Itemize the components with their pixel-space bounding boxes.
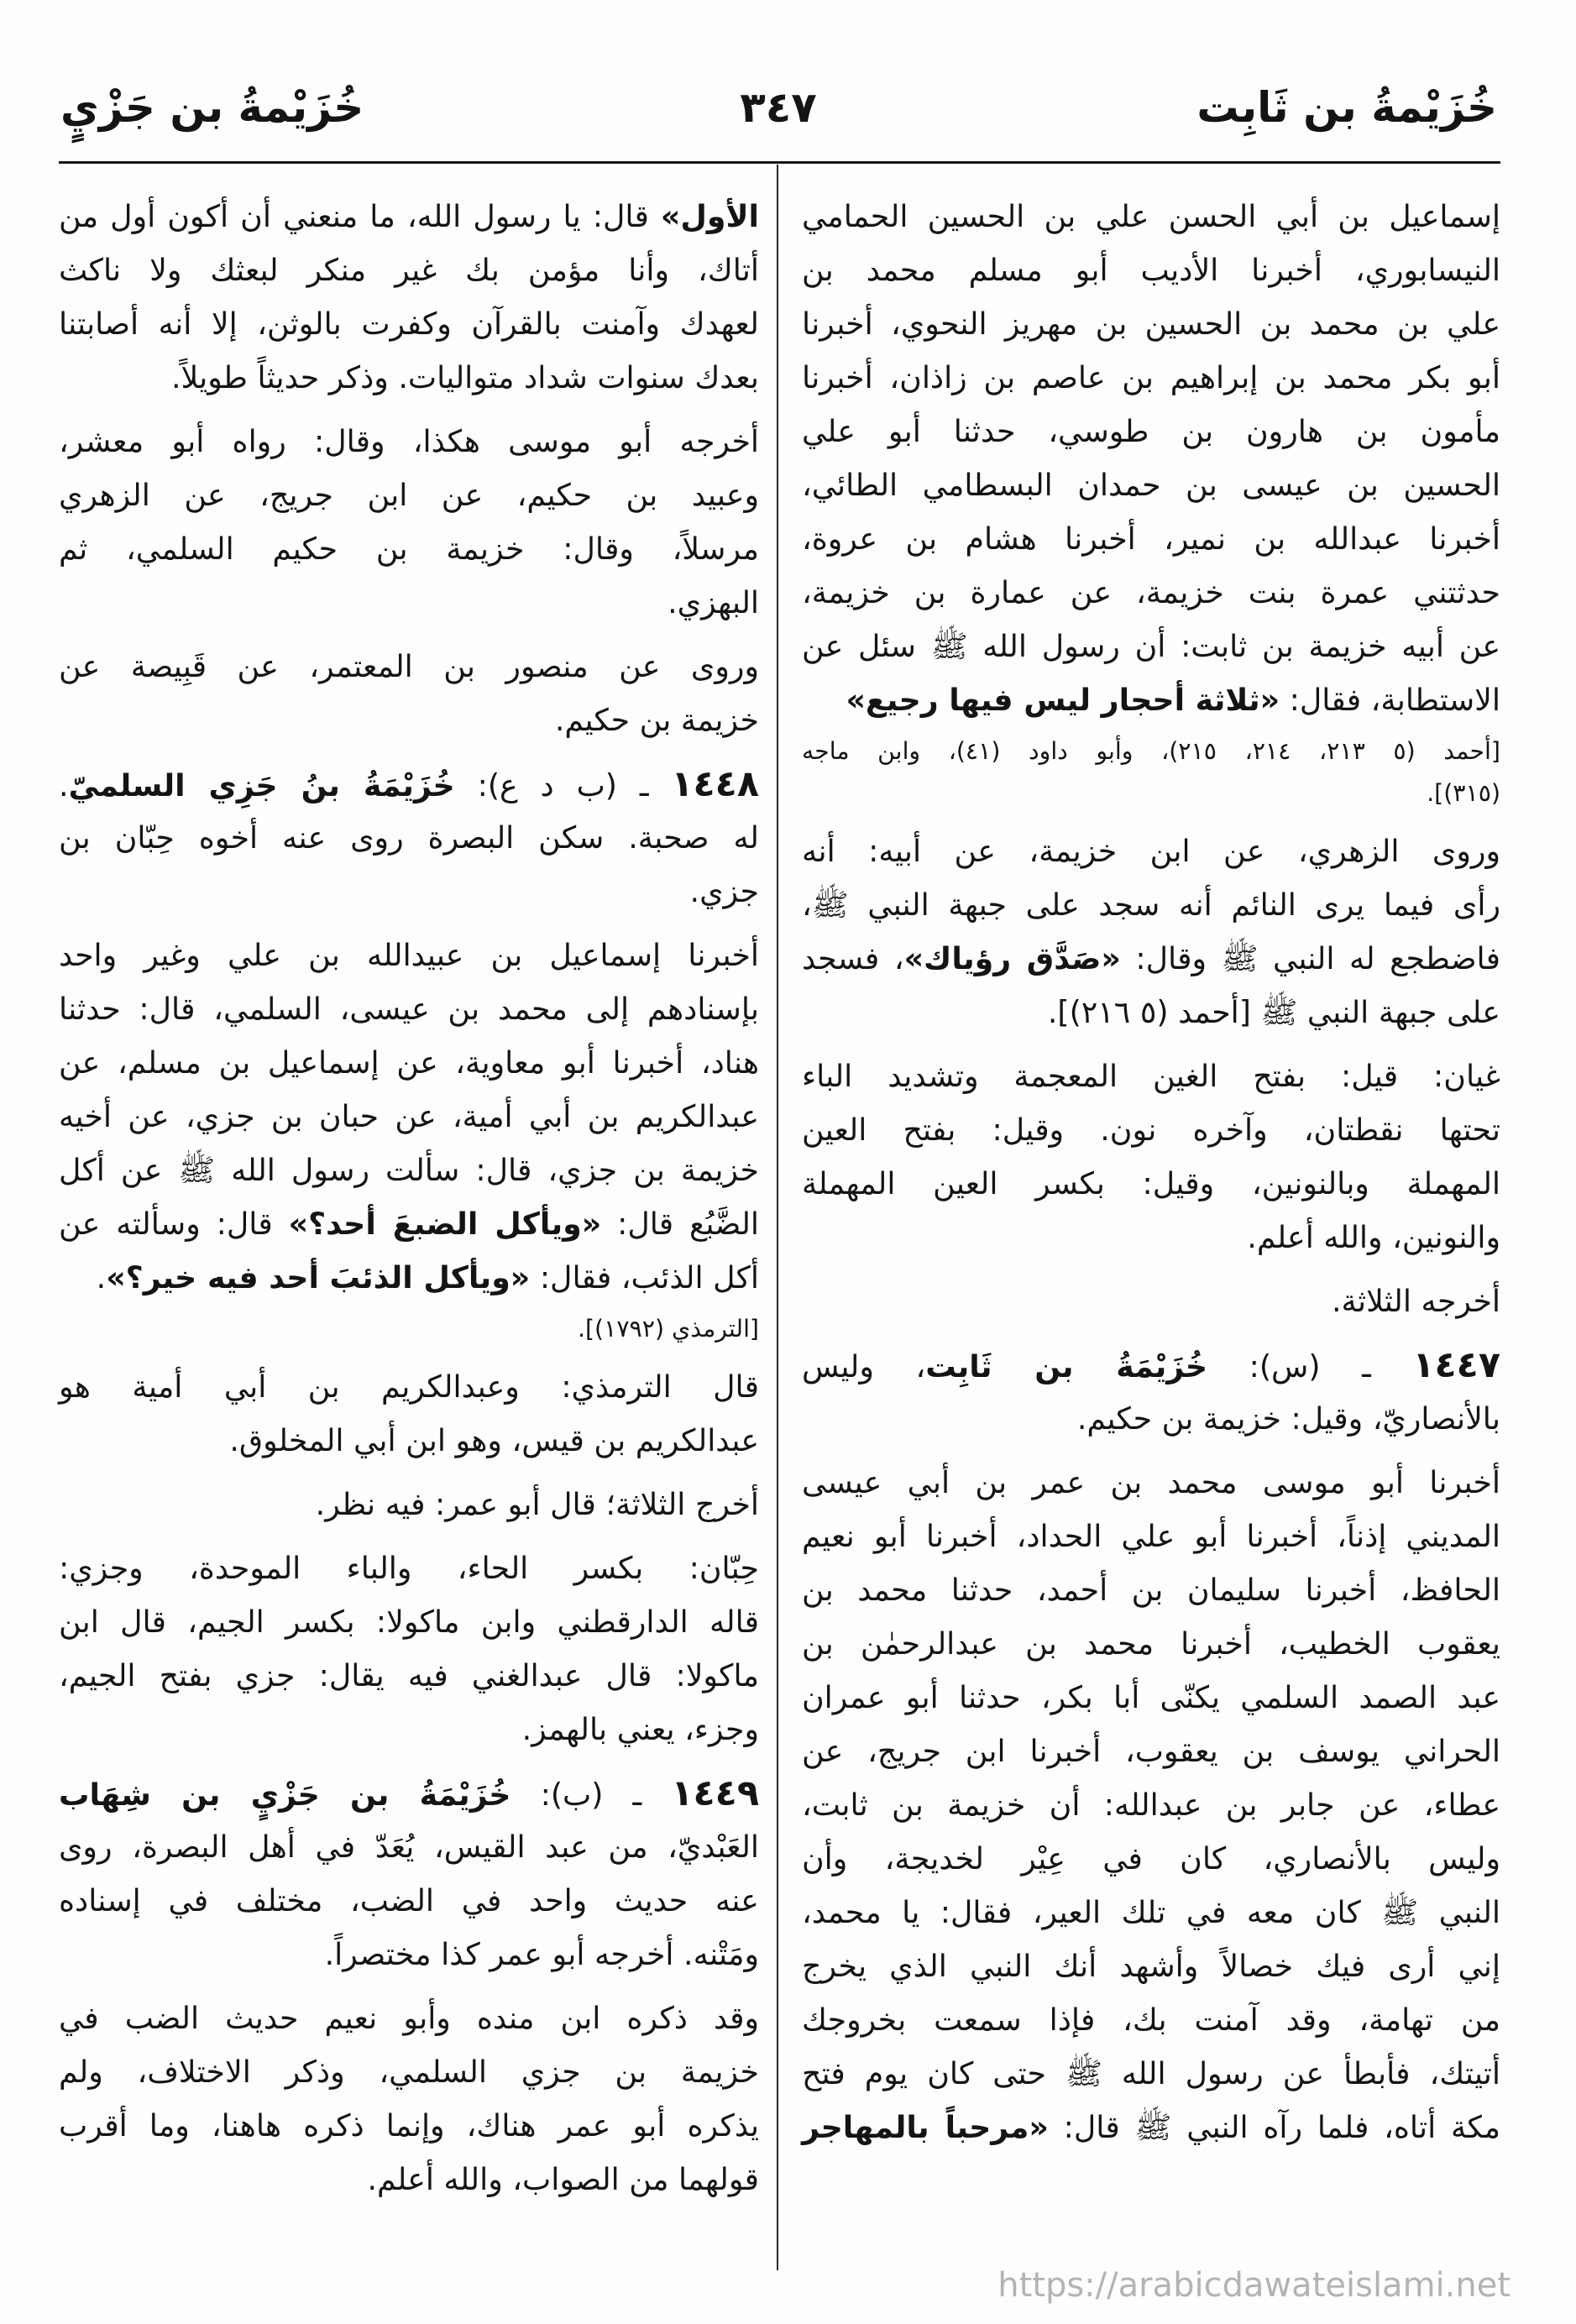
- text-line: [802, 824, 1500, 878]
- text-line: [59, 297, 759, 351]
- running-head-left: خُزَيْمةُ بن جَزْيٍ: [60, 83, 364, 132]
- text-run: أكل الذئب، فقال:: [530, 1259, 759, 1295]
- text-run: [أحمد (٥ ٢١٣، ٢١٤، ٢١٥)، وأبو داود (٤١)، وابن ماجه: [802, 737, 1500, 765]
- text-run: البهزي.: [668, 584, 759, 620]
- text-run: عنه حديث واحد في الضب، مختلف في إسناده: [59, 1882, 759, 1918]
- text-line: [59, 1308, 759, 1350]
- text-line: [59, 1478, 759, 1531]
- text-run: على جبهة النبي ﷺ [أحمد (٥ ٢١٦)].: [1047, 994, 1500, 1030]
- text-line: [59, 1595, 759, 1649]
- text-line: [802, 1671, 1500, 1725]
- text-line: [802, 932, 1500, 986]
- text-line: [59, 2045, 759, 2099]
- text-line: [59, 1820, 759, 1874]
- text-run: إسماعيل بن أبي الحسن علي بن الحسين الحمامي: [802, 198, 1500, 234]
- text-line: [59, 1703, 759, 1756]
- paragraph: [59, 1541, 759, 1756]
- text-run: وليس بالأنصاري، كان في عِيْر لخديجة، وأن: [802, 1840, 1500, 1876]
- left-column: [59, 190, 759, 2206]
- text-run: يذكره أبو عمر هناك، وإنما ذكره هاهنا، وما أقرب: [59, 2107, 759, 2143]
- text-line: [802, 458, 1500, 512]
- emphasized-text: خُزَيْمَةُ بنُ جَزِي السلميّ: [68, 767, 455, 803]
- text-run: علي بن محمد بن الحسين بن مهريز النحوي، أخبرنا: [802, 306, 1500, 342]
- text-run: وقد ذكره ابن منده وأبو نعيم حديث الضب في: [59, 2000, 759, 2036]
- entry-heading: [59, 1767, 759, 1981]
- text-line: [802, 772, 1500, 814]
- entry-number: ١٤٤٩: [671, 1772, 759, 1814]
- text-line: [802, 878, 1500, 932]
- text-line: [802, 1886, 1500, 1939]
- text-run: جزي.: [689, 873, 759, 909]
- text-line: [802, 1617, 1500, 1671]
- text-run: تحتها نقطتان، وآخره نون. وقيل: بفتح العين: [802, 1112, 1500, 1148]
- text-line: [59, 1767, 759, 1820]
- text-line: [802, 1157, 1500, 1211]
- text-line: [59, 576, 759, 630]
- emphasized-text: «ويأكل الذئبَ أحد فيه خير؟»: [106, 1259, 531, 1295]
- paragraph: [59, 190, 759, 405]
- text-run: .: [59, 767, 69, 803]
- text-line: [802, 243, 1500, 297]
- text-run: المهملة وبالنونين، وقيل: بكسر العين المهملة: [802, 1165, 1500, 1201]
- text-line: [802, 730, 1500, 772]
- text-line: [59, 929, 759, 982]
- emphasized-text: خُزَيْمَةُ بن ثَابِت: [925, 1348, 1208, 1384]
- text-run: حدثتني عمرة بنت خزيمة، عن عمارة بن خزيمة،: [802, 574, 1500, 610]
- text-line: [59, 1036, 759, 1090]
- text-line: [802, 986, 1500, 1039]
- text-run: (٣١٥)].: [1427, 779, 1500, 807]
- text-line: [59, 522, 759, 576]
- text-line: [59, 1874, 759, 1928]
- text-run: الضَّبُع قال:: [601, 1206, 759, 1242]
- text-line: [59, 811, 759, 865]
- text-run: أخبرنا إسماعيل بن عبيدالله بن علي وغير واحد: [59, 937, 759, 973]
- text-line: [802, 1049, 1500, 1103]
- text-run: والنونين، والله أعلم.: [1247, 1219, 1500, 1255]
- right-column: [802, 190, 1500, 2154]
- text-run: ومَتْنه. أخرجه أبو عمر كذا مختصراً.: [324, 1936, 759, 1972]
- citation: [59, 1308, 759, 1350]
- text-line: [59, 865, 759, 919]
- text-run: لعهدك وآمنت بالقرآن وكفرت بالوثن، إلا أنه أصابتنا: [59, 306, 759, 342]
- text-line: [802, 1103, 1500, 1157]
- text-run: ـ (ب د ع):: [454, 767, 672, 803]
- text-run: عبدالكريم بن أبي أمية، عن حبان بن جزي، عن أخيه: [59, 1098, 759, 1134]
- text-line: [802, 1778, 1500, 1832]
- text-run: فاضطجع له النبي ﷺ وقال:: [1120, 940, 1500, 976]
- paragraph: [802, 824, 1500, 1039]
- text-line: [59, 190, 759, 243]
- text-run: الحراني يوسف بن يعقوب، أخبرنا ابن جريج، عن: [802, 1733, 1500, 1769]
- text-run: العَبْديّ، من عبد القيس، يُعَدّ في أهل البصرة، روى: [59, 1829, 759, 1865]
- text-run: غيان: قيل: بفتح الغين المعجمة وتشديد الباء: [802, 1058, 1500, 1094]
- paragraph: [802, 1456, 1500, 2154]
- text-run: أخبرنا عبدالله بن نمير، أخبرنا هشام بن عروة،: [802, 521, 1500, 557]
- emphasized-text: «ثلاثة أحجار ليس فيها رجيع»: [846, 682, 1280, 718]
- text-line: [59, 1541, 759, 1595]
- watermark-url: https://arabicdawateislami.net: [997, 2266, 1511, 2305]
- text-run: عطاء، عن جابر بن عبدالله: أن خزيمة بن ثابت،: [802, 1787, 1500, 1823]
- text-line: [59, 757, 759, 811]
- emphasized-text: الأول»: [660, 198, 759, 234]
- text-run: خزيمة بن جزي السلمي، وذكر الاختلاف، ولم: [59, 2054, 759, 2090]
- text-run: مكة أتاه، فلما رآه النبي ﷺ قال:: [1048, 2109, 1500, 2145]
- text-line: [802, 1725, 1500, 1778]
- emphasized-text: خُزَيْمَةُ بن جَزْيٍ بن شِهَاب: [59, 1777, 511, 1813]
- text-run: ـ (ب):: [510, 1777, 672, 1813]
- text-line: [802, 351, 1500, 405]
- text-line: [802, 1392, 1500, 1446]
- text-run: عبد الصمد السلمي يكنّى أبا بكر، حدثنا أبو عمران: [802, 1679, 1500, 1715]
- text-run: من تهامة، وقد آمنت بك، فإذا سمعت بخروجك: [802, 2002, 1500, 2038]
- text-line: [802, 2101, 1500, 2154]
- text-run: خزيمة بن جزي، قال: سألت رسول الله ﷺ عن أكل: [59, 1152, 759, 1188]
- text-run: أخرجه الثلاثة.: [1331, 1283, 1500, 1319]
- text-run: بعدك سنوات شداد متواليات. وذكر حديثاً طويلاً.: [170, 359, 759, 395]
- text-run: ـ (س):: [1207, 1348, 1413, 1384]
- citation: [802, 730, 1500, 814]
- emphasized-text: «صَدَّق رؤياك»: [903, 940, 1121, 976]
- text-run: قال: يا رسول الله، ما منعني أن أكون أول من: [59, 198, 661, 234]
- text-run: ماكولا: قال عبدالغني فيه يقال: جزي بفتح الجيم،: [59, 1657, 759, 1693]
- text-run: أبو بكر محمد بن إبراهيم بن عاصم بن زاذان، أخبرنا: [802, 359, 1500, 395]
- emphasized-text: «مرحباً بالمهاجر: [802, 2109, 1049, 2145]
- text-line: [802, 1275, 1500, 1328]
- paragraph: [59, 640, 759, 747]
- text-run: وروى عن منصور بن المعتمر، عن قَبِيصة عن: [59, 648, 759, 684]
- text-run: بالأنصاريّ، وقيل: خزيمة بن حكيم.: [1076, 1400, 1500, 1437]
- text-run: الحسين بن عيسى بن حمدان البسطامي الطائي،: [802, 467, 1500, 503]
- emphasized-text: «ويأكل الضبعَ أحد؟»: [288, 1206, 602, 1242]
- text-run: الاستطابة، فقال:: [1280, 682, 1500, 718]
- text-line: [802, 673, 1500, 727]
- text-run: إني أرى فيك خصالاً وأشهد أنك النبي الذي يخرج: [802, 1948, 1500, 1984]
- text-line: [802, 620, 1500, 673]
- page-number: ٣٤٧: [740, 83, 817, 132]
- paragraph: [59, 415, 759, 630]
- entry-number: ١٤٤٧: [1412, 1344, 1500, 1386]
- text-run: وعبيد بن حكيم، عن ابن جريج، عن الزهري: [59, 477, 759, 513]
- text-run: قولهما من الصواب، والله أعلم.: [367, 2161, 759, 2197]
- text-run: أتاك، وأنا مؤمن بك غير منكر لبعثك ولا ناكث: [59, 252, 759, 288]
- text-run: أخرجه أبو موسى هكذا، وقال: رواه أبو معشر،: [59, 423, 759, 459]
- paragraph: [802, 190, 1500, 727]
- text-run: أتيتك، فأبطأ عن رسول الله ﷺ حتى كان يوم فتح: [802, 2055, 1500, 2091]
- text-run: رأى فيما يرى النائم أنه سجد على جبهة النبي ﷺ،: [802, 887, 1500, 923]
- text-run: بإسنادهم إلى محمد بن عيسى، السلمي، قال: حدثنا: [59, 991, 759, 1027]
- paragraph: [59, 1478, 759, 1531]
- entry-heading: [802, 1338, 1500, 1446]
- paragraph: [802, 1049, 1500, 1264]
- text-run: عبدالكريم بن قيس، وهو ابن أبي المخلوق.: [229, 1422, 759, 1458]
- text-run: .: [96, 1259, 107, 1295]
- text-line: [59, 1144, 759, 1197]
- text-line: [802, 1993, 1500, 2047]
- text-run: قال: وسألته عن: [59, 1206, 289, 1242]
- text-line: [59, 2099, 759, 2153]
- text-line: [59, 1928, 759, 1981]
- text-line: [59, 351, 759, 405]
- text-run: يعقوب الخطيب، أخبرنا محمد بن عبدالرحمٰن بن: [802, 1625, 1500, 1662]
- running-head-right: خُزَيْمةُ بن ثَابِت: [1196, 83, 1497, 132]
- text-run: النبي ﷺ كان معه في تلك العير، فقال: يا محمد،: [802, 1894, 1500, 1930]
- text-line: [802, 2047, 1500, 2101]
- text-line: [59, 1992, 759, 2045]
- text-line: [802, 1939, 1500, 1993]
- paragraph: [59, 1992, 759, 2206]
- text-line: [802, 566, 1500, 620]
- text-run: مرسلاً، وقال: خزيمة بن حكيم السلمي، ثم: [59, 531, 759, 567]
- text-line: [59, 243, 759, 297]
- text-run: المديني إذناً، أخبرنا أبو علي الحداد، أخبرنا أبو نعيم: [802, 1518, 1500, 1554]
- text-run: خزيمة بن حكيم.: [554, 702, 759, 738]
- text-line: [59, 982, 759, 1036]
- text-line: [59, 1649, 759, 1703]
- text-run: وروى الزهري، عن ابن خزيمة، عن أبيه: أنه: [802, 833, 1500, 869]
- text-line: [59, 640, 759, 694]
- paragraph: [802, 1275, 1500, 1328]
- text-run: [الترمذي (١٧٩٢)].: [578, 1315, 759, 1343]
- text-run: حِبّان: بكسر الحاء، والباء الموحدة، وجزي:: [59, 1550, 759, 1586]
- text-run: له صحبة. سكن البصرة روى عنه أخوه حِبّان بن: [59, 819, 759, 856]
- text-run: ، فسجد: [802, 940, 904, 976]
- text-run: الحافظ، أخبرنا سليمان بن أحمد، حدثنا محمد بن: [802, 1572, 1500, 1608]
- text-run: ، وليس: [802, 1348, 926, 1384]
- paragraph: [59, 929, 759, 1305]
- text-line: [59, 2153, 759, 2206]
- text-line: [59, 694, 759, 747]
- text-line: [802, 1211, 1500, 1264]
- text-run: هناد، أخبرنا أبو معاوية، عن إسماعيل بن مسلم، عن: [59, 1044, 759, 1081]
- text-run: مأمون بن هارون بن طوسي، حدثنا أبو علي: [802, 413, 1500, 449]
- text-line: [802, 1510, 1500, 1563]
- text-line: [802, 190, 1500, 243]
- text-line: [802, 405, 1500, 458]
- text-run: النيسابوري، أخبرنا الأديب أبو مسلم محمد بن: [802, 252, 1500, 288]
- text-line: [802, 297, 1500, 351]
- text-run: قاله الدارقطني وابن ماكولا: بكسر الجيم، قال ابن: [59, 1604, 759, 1640]
- entry-heading: [59, 757, 759, 919]
- paragraph: [59, 1360, 759, 1468]
- entry-number: ١٤٤٨: [671, 763, 759, 805]
- text-run: عن أبيه خزيمة بن ثابت: أن رسول الله ﷺ سئل عن: [802, 628, 1500, 664]
- text-run: وجزء، يعني بالهمز.: [521, 1711, 759, 1747]
- text-line: [802, 512, 1500, 566]
- text-line: [802, 1832, 1500, 1886]
- text-line: [59, 415, 759, 468]
- text-line: [802, 1338, 1500, 1392]
- text-line: [59, 1414, 759, 1468]
- text-line: [59, 1090, 759, 1144]
- column-divider: [777, 165, 778, 2270]
- text-line: [59, 1251, 759, 1305]
- text-run: أخرج الثلاثة؛ قال أبو عمر: فيه نظر.: [315, 1486, 759, 1522]
- text-run: قال الترمذي: وعبدالكريم بن أبي أمية هو: [59, 1369, 759, 1405]
- text-line: [802, 1563, 1500, 1617]
- text-run: أخبرنا أبو موسى محمد بن عمر بن أبي عيسى: [802, 1464, 1500, 1500]
- text-line: [59, 1360, 759, 1414]
- text-line: [59, 1197, 759, 1251]
- text-line: [59, 468, 759, 522]
- header-rule: [59, 161, 1500, 164]
- text-line: [802, 1456, 1500, 1510]
